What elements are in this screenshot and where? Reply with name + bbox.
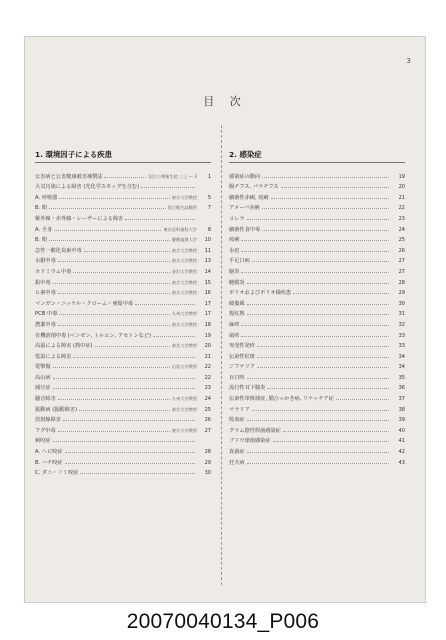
toc-entry-page: 37 xyxy=(398,396,405,403)
toc-entry xyxy=(35,201,211,212)
leader-dots xyxy=(79,410,170,411)
toc-entry xyxy=(229,381,405,392)
toc-entry-title: カドミウム中毒 xyxy=(35,268,72,275)
toc-entry-page: 25 xyxy=(398,237,405,244)
toc-entry-page: 40 xyxy=(398,427,405,434)
toc-entry-page: 19 xyxy=(204,332,211,339)
leader-dots xyxy=(262,177,389,178)
toc-entry-title: 急性一酸化炭素中毒 xyxy=(35,247,82,254)
toc-entry xyxy=(35,349,211,360)
toc-entry xyxy=(229,434,405,445)
toc-entry-page: 28 xyxy=(204,449,211,456)
toc-entry-page: 42 xyxy=(398,449,405,456)
toc-entry-title: 髄膜炎 xyxy=(229,279,245,286)
leader-dots xyxy=(247,420,389,421)
leader-dots xyxy=(53,441,195,442)
leader-dots xyxy=(49,240,170,241)
toc-entry xyxy=(35,243,211,254)
toc-entry-title: マラリア xyxy=(229,406,250,413)
leader-dots xyxy=(241,251,389,252)
toc-entry-title: 振動病 (振動障害) xyxy=(35,406,78,413)
toc-entry-title: B. 眼 xyxy=(35,205,48,212)
section-heading-infectious: 2. 感染症 xyxy=(229,149,405,163)
right-column xyxy=(229,149,405,466)
toc-entry xyxy=(229,413,405,424)
toc-entry xyxy=(229,455,405,466)
toc-entry-page: 11 xyxy=(204,247,211,254)
toc-entry-title: 流行性耳下腺炎 xyxy=(229,385,266,392)
toc-entry-page: 18 xyxy=(204,321,211,328)
toc-entry-title: マンガン・ニッケル・クローム・亜鉛中毒 xyxy=(35,300,134,307)
leader-dots xyxy=(293,293,389,294)
toc-entry-title: 猩紅熱 xyxy=(229,311,245,318)
toc-entry-title: A. 全身 xyxy=(35,226,53,233)
toc-entry-title: 高山病 xyxy=(35,374,51,381)
toc-entry-page: 24 xyxy=(398,226,405,233)
toc-entry-page: 27 xyxy=(398,268,405,275)
toc-entry-title: C. ダニ・ノミ咬症 xyxy=(35,470,79,477)
leader-dots xyxy=(336,399,389,400)
toc-entry-title: 水銀中毒 xyxy=(35,258,56,265)
toc-entry-page: 27 xyxy=(204,427,211,434)
toc-entry-title: 放射線障害 xyxy=(35,417,61,424)
toc-entry-author: 九州大学教授 xyxy=(171,396,197,402)
leader-dots xyxy=(73,357,195,358)
toc-entry-page: 8 xyxy=(207,226,211,233)
leader-dots xyxy=(241,336,389,337)
toc-entry-title: 破傷風 xyxy=(229,300,245,307)
toc-entry-page: 10 xyxy=(204,237,211,244)
toc-entry-title: 脳炎 xyxy=(229,268,240,275)
toc-entry xyxy=(35,286,211,297)
leader-dots xyxy=(257,346,389,347)
toc-entry-title: B. ハチ咬症 xyxy=(35,459,63,466)
toc-entry-title: アメーバ赤痢 xyxy=(229,205,260,212)
toc-entry-title: 腸チフス, パラチフス xyxy=(229,184,279,191)
toc-entry-title: 公害病と公害健康被害補償法 xyxy=(35,173,103,180)
toc-entry-author: 東京大学教授 xyxy=(171,406,197,412)
leader-dots xyxy=(65,452,195,453)
toc-entry-title: A. 呼吸器 xyxy=(35,194,58,201)
leader-dots xyxy=(241,272,389,273)
toc-entry-page: 38 xyxy=(398,406,405,413)
toc-entry xyxy=(229,243,405,254)
toc-entry-title: 紫外線・赤外線・レーザーによる障害 xyxy=(35,215,124,222)
toc-entry-title: 麻疹 xyxy=(229,321,240,328)
toc-entry xyxy=(35,180,211,191)
toc-entry-page: 31 xyxy=(398,311,405,318)
toc-entry-title: ブドウ球菌感染症 xyxy=(229,438,271,445)
toc-entry-page: 33 xyxy=(398,343,405,350)
toc-entry-page: 33 xyxy=(398,332,405,339)
toc-entry xyxy=(229,444,405,455)
toc-entry-page: 22 xyxy=(204,374,211,381)
toc-entry-page: 34 xyxy=(398,364,405,371)
leader-dots xyxy=(58,293,170,294)
leader-dots xyxy=(153,336,195,337)
toc-entry-title: 敗血症 xyxy=(229,417,245,424)
toc-entry-page: 34 xyxy=(398,353,405,360)
leader-dots xyxy=(104,177,146,178)
toc-entry xyxy=(35,413,211,424)
toc-entry xyxy=(229,190,405,201)
toc-entry-title: 鉛中毒 xyxy=(35,279,51,286)
toc-entry-page: 19 xyxy=(398,173,405,180)
scanned-page xyxy=(24,36,426,603)
toc-entry xyxy=(229,349,405,360)
column-divider xyxy=(221,125,222,585)
toc-entry xyxy=(35,339,211,350)
leader-dots xyxy=(262,230,389,231)
toc-entry-title: 風疹 xyxy=(229,332,240,339)
leader-dots xyxy=(49,208,166,209)
toc-entry xyxy=(229,264,405,275)
toc-entry-title: B. 眼 xyxy=(35,237,48,244)
toc-entry-page: 15 xyxy=(204,279,211,286)
toc-entry xyxy=(229,423,405,434)
leader-dots xyxy=(59,198,170,199)
toc-entry-title: 細菌性食中毒 xyxy=(229,226,261,233)
toc-entry-title: ヒ素中毒 xyxy=(35,290,56,297)
leader-dots xyxy=(241,240,389,241)
toc-entry xyxy=(229,296,405,307)
toc-entry xyxy=(35,381,211,392)
toc-entry xyxy=(229,317,405,328)
toc-entry-title: 突発性発疹 xyxy=(229,343,255,350)
leader-dots xyxy=(247,463,389,464)
toc-entry xyxy=(35,233,211,244)
toc-entry xyxy=(35,264,211,275)
toc-entry xyxy=(229,328,405,339)
leader-dots xyxy=(84,251,170,252)
toc-entry-page: 21 xyxy=(204,353,211,360)
toc-list-right xyxy=(229,169,405,466)
leader-dots xyxy=(267,388,389,389)
toc-entry-page: 20 xyxy=(204,343,211,350)
toc-entry-author: 東京大学教授 xyxy=(171,194,197,200)
toc-entry-page: 30 xyxy=(204,470,211,477)
toc-entry-page: 41 xyxy=(398,438,405,445)
leader-dots xyxy=(141,187,195,188)
section-heading-environmental: 1. 環境因子による疾患 xyxy=(35,149,211,163)
toc-entry-title: コレラ xyxy=(229,215,245,222)
toc-entry xyxy=(35,455,211,466)
leader-dots xyxy=(273,441,389,442)
toc-entry-author: 東京大学教授 xyxy=(171,290,197,296)
toc-entry-page: 20 xyxy=(398,184,405,191)
toc-entry-author: 東京大学教授 xyxy=(171,321,197,327)
leader-dots xyxy=(241,325,389,326)
toc-entry-title: 水痘 xyxy=(229,247,240,254)
leader-dots xyxy=(65,463,195,464)
toc-entry-title: 百日咳 xyxy=(229,374,245,381)
toc-entry xyxy=(229,391,405,402)
toc-entry xyxy=(229,169,405,180)
toc-entry xyxy=(229,307,405,318)
toc-entry-author: 国立公衆衛生院 三上 — 3 xyxy=(148,173,197,179)
toc-entry-page: 32 xyxy=(398,321,405,328)
toc-entry-page: 5 xyxy=(207,194,211,201)
toc-entry xyxy=(35,296,211,307)
toc-entry-page: 26 xyxy=(398,247,405,254)
leader-dots xyxy=(95,346,170,347)
toc-entry xyxy=(229,211,405,222)
toc-entry-page: 26 xyxy=(204,417,211,424)
toc-entry xyxy=(229,201,405,212)
leader-dots xyxy=(252,410,389,411)
leader-dots xyxy=(58,261,170,262)
leader-dots xyxy=(53,388,195,389)
toc-entry xyxy=(35,222,211,233)
leader-dots xyxy=(257,357,389,358)
toc-entry-author: 広島大学教授 xyxy=(171,364,197,370)
leader-dots xyxy=(135,304,195,305)
toc-entry-title: 有機溶剤中毒 (ベンゼン, トルエン, アセトンなど) xyxy=(35,332,151,339)
toc-entry-title: 狂犬病 xyxy=(229,459,245,466)
toc-entry-page: 39 xyxy=(398,417,405,424)
toc-entry xyxy=(35,444,211,455)
toc-entry-title: 伝染性単核球症, 猫ひっかき病, リケッチア症 xyxy=(229,396,334,403)
toc-entry-page: 24 xyxy=(204,396,211,403)
toc-title: 目 次 xyxy=(203,95,247,108)
page-number: 3 xyxy=(406,57,411,65)
leader-dots xyxy=(262,208,389,209)
toc-entry-page: 35 xyxy=(398,374,405,381)
toc-entry xyxy=(35,211,211,222)
toc-entry xyxy=(35,254,211,265)
toc-entry xyxy=(35,328,211,339)
toc-entry-title: グラム陰性桿菌感染症 xyxy=(229,427,281,434)
toc-entry xyxy=(35,402,211,413)
toc-entry-title: フグ中毒 xyxy=(35,427,56,434)
toc-entry-author: 金沢大学教授 xyxy=(171,268,197,274)
toc-entry-author: 東京大学教授 xyxy=(171,258,197,264)
leader-dots xyxy=(53,378,195,379)
toc-entry xyxy=(229,402,405,413)
leader-dots xyxy=(257,367,389,368)
toc-entry xyxy=(35,423,211,434)
toc-entry-page: 23 xyxy=(398,215,405,222)
toc-entry xyxy=(229,286,405,297)
leader-dots xyxy=(58,431,170,432)
toc-entry-page: 7 xyxy=(207,205,211,212)
toc-entry-page: 30 xyxy=(398,300,405,307)
toc-entry-page: 21 xyxy=(398,194,405,201)
toc-entry xyxy=(35,360,211,371)
toc-entry xyxy=(35,190,211,201)
toc-entry-title: 手足口病 xyxy=(229,258,250,265)
toc-entry xyxy=(229,180,405,191)
toc-entry-page: 13 xyxy=(204,258,211,265)
toc-entry-page: 23 xyxy=(204,385,211,392)
toc-entry xyxy=(229,222,405,233)
leader-dots xyxy=(283,431,389,432)
toc-entry-page: 17 xyxy=(204,311,211,318)
toc-entry-page: 28 xyxy=(398,279,405,286)
leader-dots xyxy=(252,261,389,262)
toc-entry-title: 農薬中毒 xyxy=(35,321,56,328)
toc-entry-title: PCB 中毒 xyxy=(35,311,58,318)
toc-entry-author: 東京大学教授 xyxy=(171,427,197,433)
leader-dots xyxy=(73,272,170,273)
toc-entry-author: 東京大学教授 xyxy=(171,279,197,285)
toc-entry-title: ポリオおよびポリオ様疾患 xyxy=(229,290,292,297)
leader-dots xyxy=(247,304,389,305)
toc-entry-author: 国立衛生試験所 xyxy=(167,205,197,211)
leader-dots xyxy=(58,325,170,326)
toc-entry-title: 高温による障害 (熱中症) xyxy=(35,343,93,350)
toc-entry-page: 27 xyxy=(398,258,405,265)
toc-entry-page: 43 xyxy=(398,459,405,466)
toc-entry-author: 東京医科歯科大学 xyxy=(163,226,197,232)
toc-entry xyxy=(35,370,211,381)
toc-entry xyxy=(35,391,211,402)
toc-entry-title: 感染症の動向 xyxy=(229,173,261,180)
toc-entry-title: 大気汚染による障害 (光化学スモッグを含む) xyxy=(35,184,140,191)
toc-entry-title: 疫痢 xyxy=(229,237,240,244)
toc-entry-title: 減圧症 xyxy=(35,385,51,392)
toc-entry-author: 東京大学教授 xyxy=(171,247,197,253)
toc-entry-page: 29 xyxy=(398,290,405,297)
toc-entry xyxy=(35,317,211,328)
leader-dots xyxy=(54,230,161,231)
toc-entry xyxy=(229,254,405,265)
toc-entry xyxy=(229,360,405,371)
leader-dots xyxy=(247,378,389,379)
toc-entry-page: 17 xyxy=(204,300,211,307)
toc-entry-author: 九州大学教授 xyxy=(171,311,197,317)
toc-entry xyxy=(35,307,211,318)
toc-entry xyxy=(35,466,211,477)
leader-dots xyxy=(53,367,170,368)
toc-entry-page: 29 xyxy=(204,459,211,466)
leader-dots xyxy=(59,314,170,315)
leader-dots xyxy=(125,219,195,220)
toc-entry-page: 1 xyxy=(207,173,211,180)
leader-dots xyxy=(271,198,389,199)
toc-entry xyxy=(229,233,405,244)
image-caption: 20070040134_P006 xyxy=(126,610,320,633)
toc-entry-title: A. へビ咬症 xyxy=(35,449,63,456)
toc-entry-page: 16 xyxy=(204,290,211,297)
toc-entry-title: 伝染性紅斑 xyxy=(229,353,255,360)
toc-entry-author: 慶應義塾大学 xyxy=(171,237,197,243)
toc-entry xyxy=(229,275,405,286)
toc-entry-page: 25 xyxy=(204,406,211,413)
toc-entry-page: 22 xyxy=(204,364,211,371)
toc-entry-title: 刺咬症 xyxy=(35,438,51,445)
toc-entry-page: 14 xyxy=(204,268,211,275)
leader-dots xyxy=(247,314,389,315)
toc-entry-title: 細菌性赤痢, 疫痢 xyxy=(229,194,269,201)
toc-entry-title: 騒音障害 xyxy=(35,396,56,403)
leader-dots xyxy=(281,187,389,188)
toc-list-left xyxy=(35,169,211,476)
toc-entry xyxy=(35,434,211,445)
toc-entry-title: 真菌症 xyxy=(229,449,245,456)
toc-entry-title: ジフテリア xyxy=(229,364,255,371)
toc-entry xyxy=(35,275,211,286)
leader-dots xyxy=(247,283,389,284)
leader-dots xyxy=(63,420,195,421)
left-column xyxy=(35,149,211,476)
toc-entry-author: 東北大学教授 xyxy=(171,343,197,349)
leader-dots xyxy=(247,219,389,220)
toc-entry-title: 電撃傷 xyxy=(35,364,51,371)
toc-entry-page: 22 xyxy=(398,205,405,212)
leader-dots xyxy=(58,399,170,400)
leader-dots xyxy=(247,452,389,453)
toc-entry xyxy=(229,370,405,381)
leader-dots xyxy=(53,283,170,284)
toc-entry-title: 低温による障害 xyxy=(35,353,72,360)
leader-dots xyxy=(80,473,195,474)
toc-entry-page: 36 xyxy=(398,385,405,392)
toc-entry xyxy=(229,339,405,350)
toc-entry xyxy=(35,169,211,180)
